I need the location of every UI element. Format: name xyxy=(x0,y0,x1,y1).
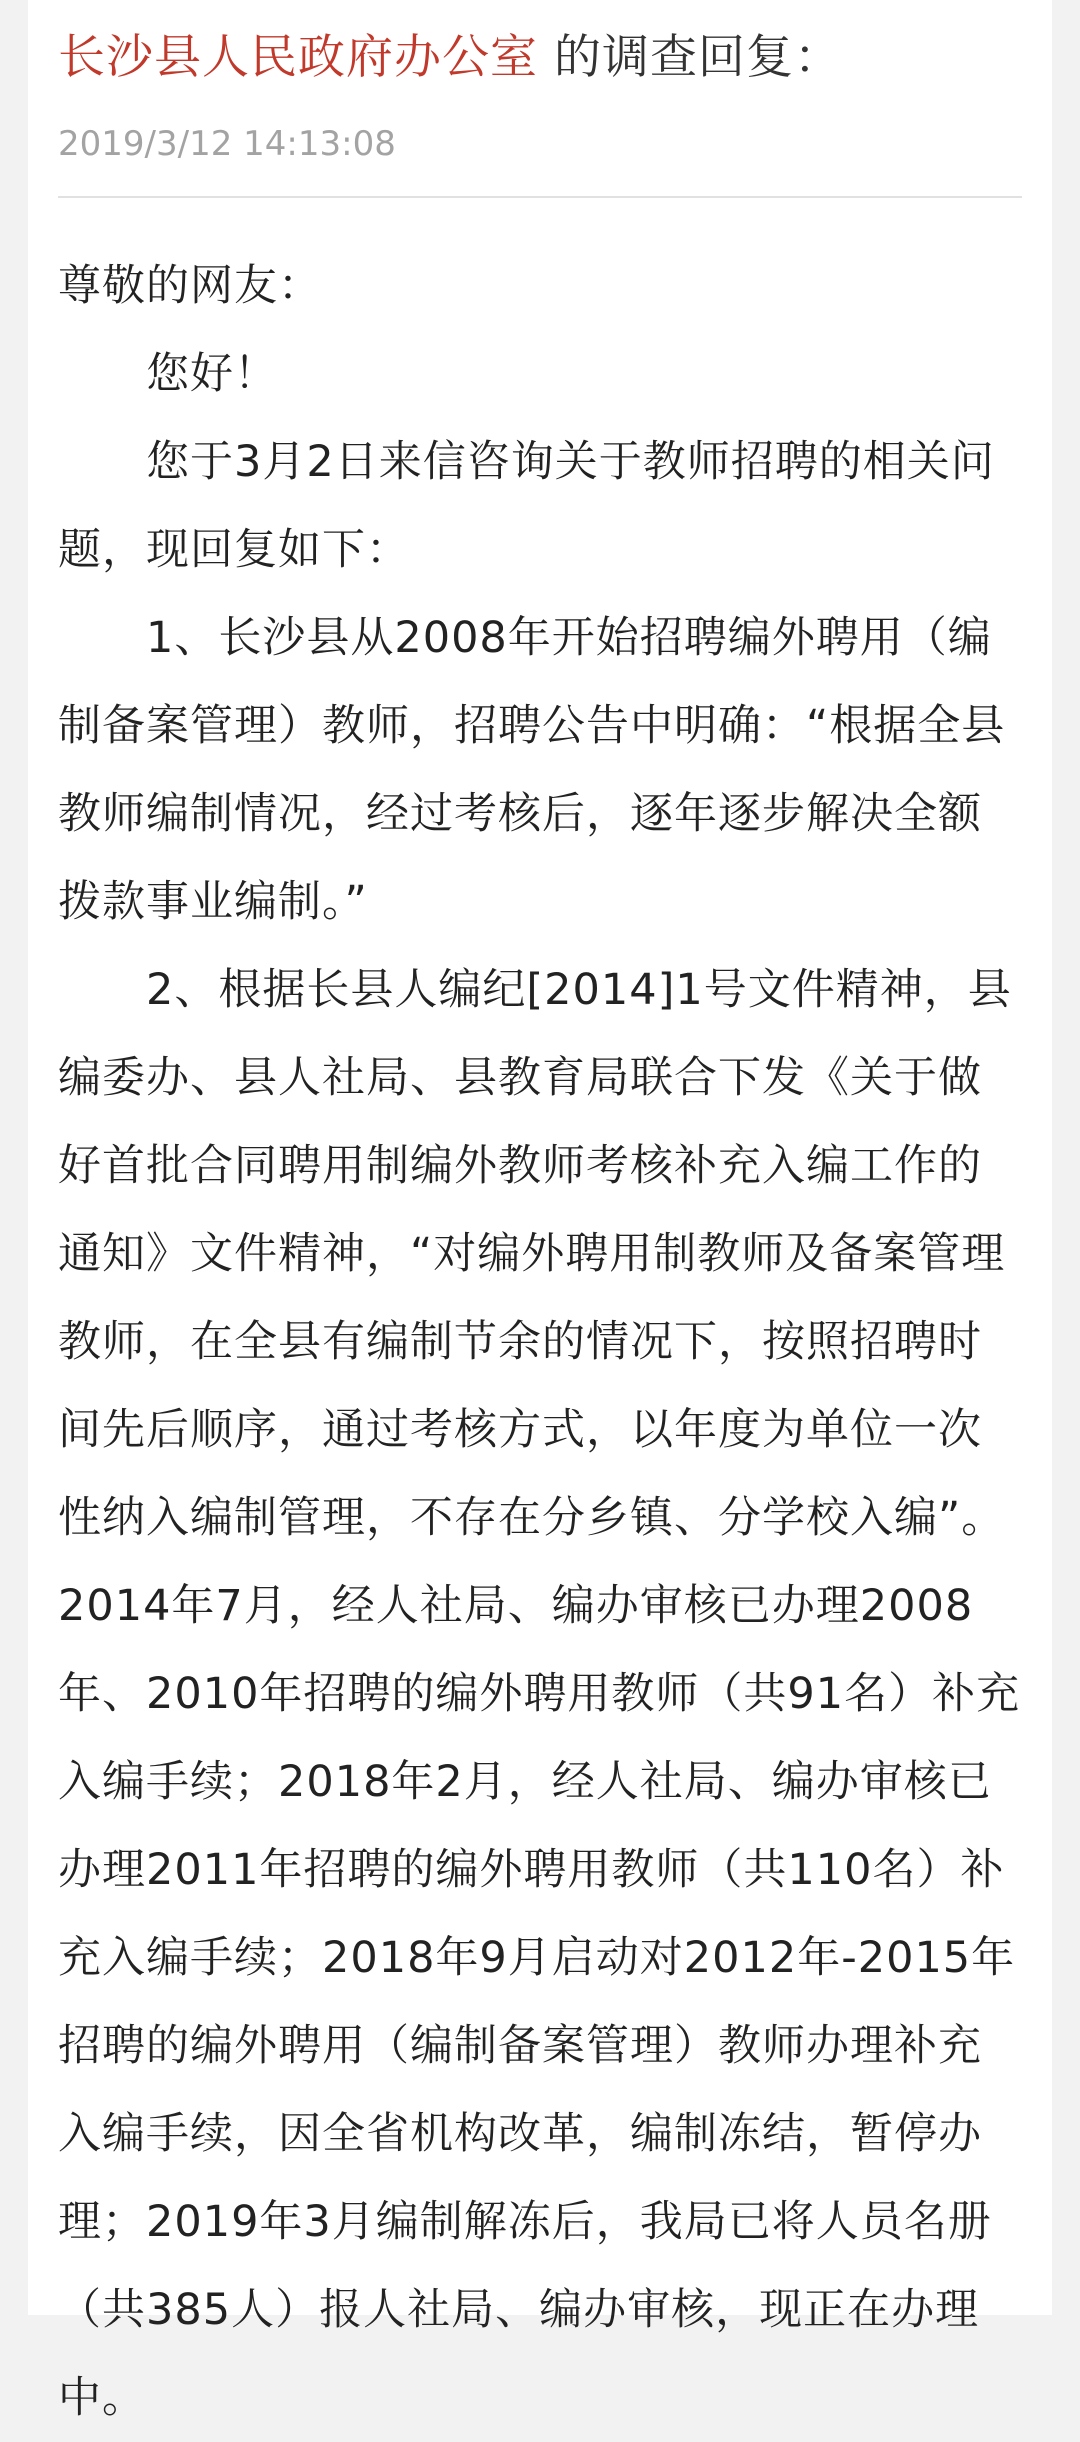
point-1-paragraph: 1、长沙县从2008年开始招聘编外聘用（编制备案管理）教师，招聘公告中明确：“根据全县教师编制情况，经过考核后，逐年逐步解决全额拨款事业编制。” xyxy=(58,613,1006,927)
divider xyxy=(58,196,1022,198)
point-2-paragraph: 2、根据长县人编纪[2014]1号文件精神，县编委办、县人社局、县教育局联合下发《关于做好首批合同聘用制编外教师考核补充入编工作的通知》文件精神，“对编外聘用制教师及备案管理教师，在全县有编制节余的情况下，按照招聘时间先后顺序，通过考核方式，以年度为单位一次性纳入编制管理，不存在分乡镇、分学校入编”。2014年7月，经人社局、编办审核已办理2008年、2010年招聘的编外聘用教师（共91名）补充入编手续；2018年2月，经人社局、编办审核已办理2011年招聘的编外聘用教师（共110名）补充入编手续；2018年9月启动对2012年-2015年招聘的编外聘用（编制备案管理）教师办理补充入编手续，因全省机构改革，编制冻结，暂停办理；2019年3月编制解冻后，我局已将人员名册（共385人）报人社局、编办审核，现正在办理中。 xyxy=(58,965,1021,2423)
salutation: 尊敬的网友： xyxy=(58,261,322,311)
letter-body xyxy=(58,242,1022,2442)
reply-timestamp: 2019/3/12 14:13:08 xyxy=(58,124,396,164)
greeting: 您好！ xyxy=(146,349,278,399)
reply-card xyxy=(28,0,1052,2423)
department-name[interactable]: 长沙县人民政府办公室 xyxy=(58,30,538,85)
reply-header xyxy=(58,0,1022,90)
reply-title-suffix: 的调查回复： xyxy=(538,30,842,85)
intro-paragraph: 您于3月2日来信咨询关于教师招聘的相关问题，现回复如下： xyxy=(58,437,995,575)
